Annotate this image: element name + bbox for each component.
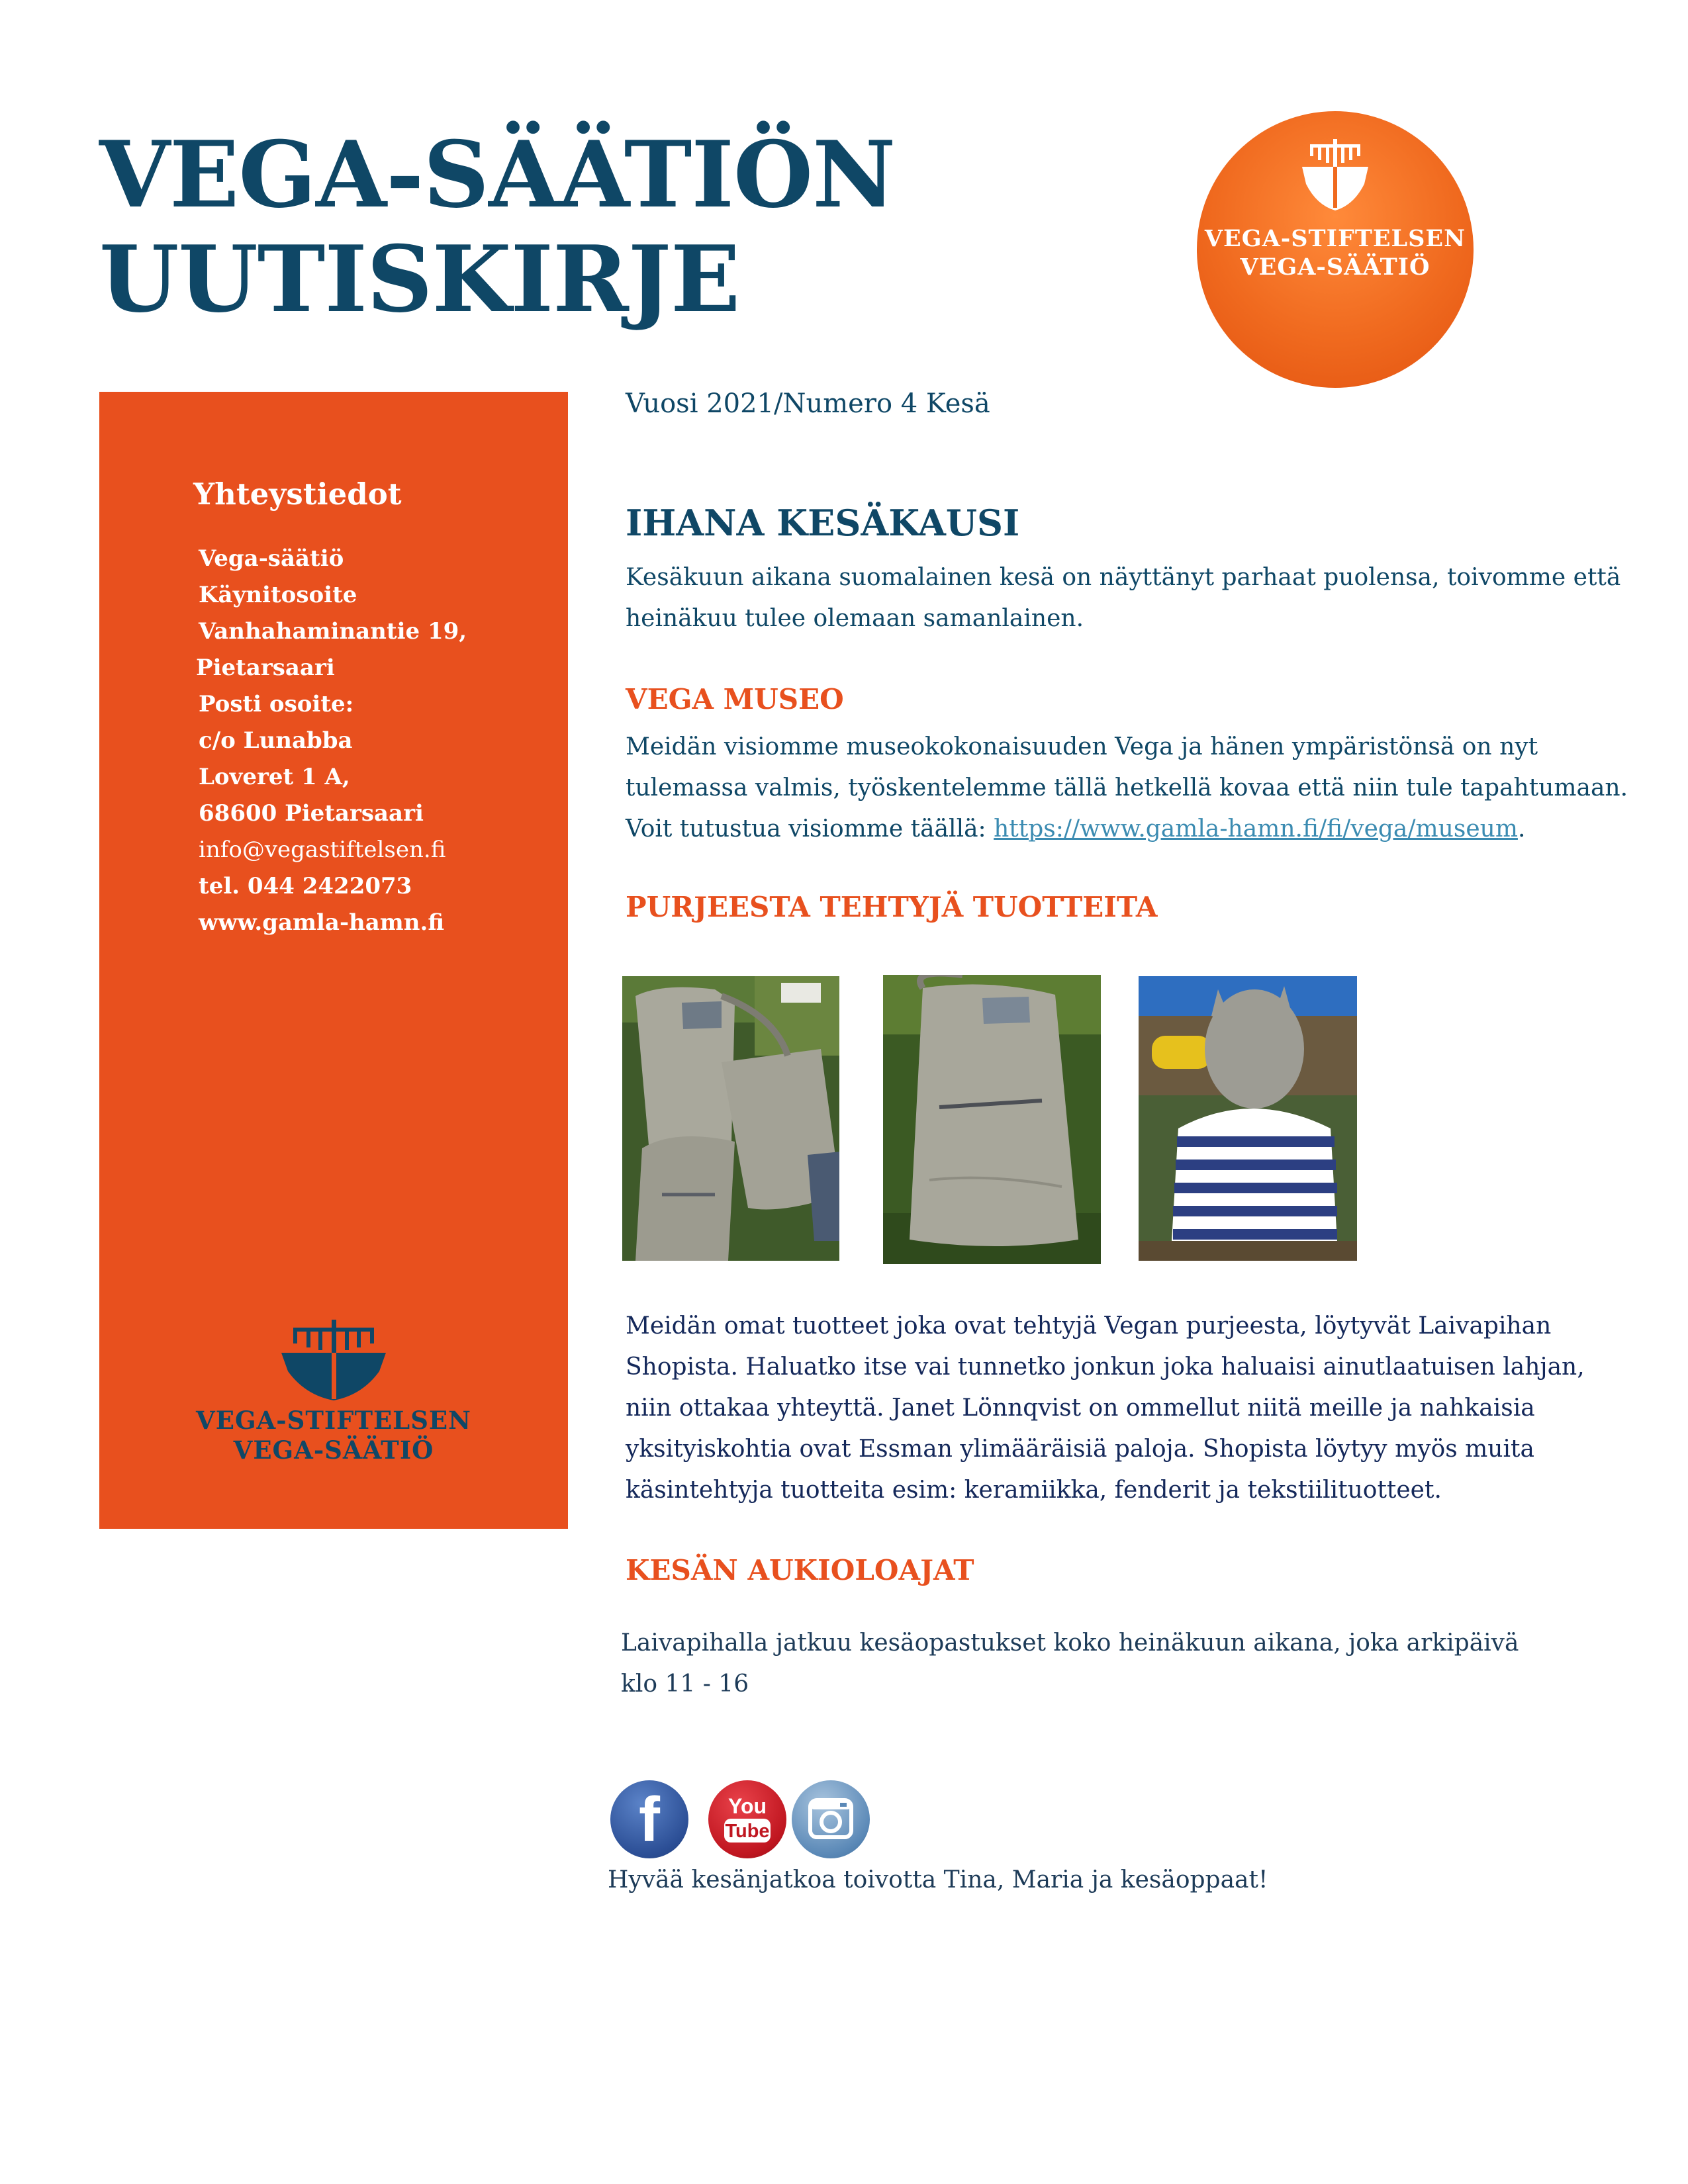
products-line-1: Meidän omat tuotteet joka ovat tehtyjä Vegan purjeesta, löytyvät Laivapihan (626, 1312, 1552, 1340)
sidebar-logo-text-swedish: VEGA-STIFTELSEN (196, 1406, 471, 1435)
logo-text-finnish: VEGA-SÄÄTIÖ (1240, 253, 1430, 281)
product-photo-toy (1139, 976, 1357, 1261)
section-heading-museum: VEGA MUSEO (626, 683, 844, 715)
youtube-text-bottom: Tube (725, 1821, 770, 1842)
youtube-icon[interactable] (708, 1780, 786, 1858)
summer-line-1: Kesäkuun aikana suomalainen kesä on näyttänyt parhaat puolensa, toivomme että (626, 564, 1621, 591)
youtube-text-top: You (727, 1794, 767, 1818)
sidebar-logo-text-finnish: VEGA-SÄÄTIÖ (233, 1435, 434, 1465)
contact-visit-street: Vanhahaminantie 19, (199, 618, 467, 645)
title-line-1: VEGA-SÄÄTIÖN (99, 120, 896, 228)
contact-details (196, 541, 556, 941)
museum-paragraph (626, 727, 1628, 850)
facebook-glyph: f (639, 1784, 660, 1855)
contact-email[interactable]: info@vegastiftelsen.fi (199, 837, 446, 863)
newsletter-title (99, 122, 895, 332)
contact-organization: Vega-säätiö (199, 545, 344, 572)
contact-sidebar (99, 392, 568, 1529)
section-heading-products: PURJEESTA TEHTYJÄ TUOTTEITA (626, 891, 1158, 923)
instagram-icon[interactable] (792, 1780, 870, 1858)
vega-logo-circle (1197, 111, 1474, 388)
museum-line-3 (626, 809, 1599, 850)
contact-website[interactable]: www.gamla-hamn.fi (199, 909, 445, 936)
product-photo-backpack (883, 975, 1101, 1264)
products-line-4: yksityiskohtia ovat Essman ylimääräisiä paloja. Shopista löytyy myös muita (626, 1435, 1534, 1463)
museum-line-1: Meidän visiomme museokokonaisuuden Vega ja hänen ympäristönsä on nyt (626, 733, 1538, 760)
hours-line-2: klo 11 - 16 (621, 1670, 749, 1698)
farewell-text: Hyvää kesänjatkoa toivotta Tina, Maria ja kesäoppaat! (608, 1866, 1268, 1893)
products-paragraph (626, 1306, 1599, 1511)
products-line-2: Shopista. Haluatko itse vai tunnetko jonkun joka haluaisi ainutlaatuisen lahjan, (626, 1353, 1585, 1381)
issue-info: Vuosi 2021/Numero 4 Kesä (626, 388, 990, 419)
products-line-5: käsintehtyja tuotteita esim: keramiikka, fenderit ja tekstiilituotteet. (626, 1477, 1442, 1504)
contact-postal-co: c/o Lunabba (199, 727, 353, 754)
hours-line-1: Laivapihalla jatkuu kesäopastukset koko heinäkuun aikana, joka arkipäivä (621, 1629, 1519, 1657)
summer-line-2: heinäkuu tulee olemaan samanlainen. (626, 605, 1084, 632)
museum-line-2: tulemassa valmis, työskentelemme tällä hetkellä kovaa että niin tule tapahtumaan. (626, 774, 1628, 801)
sidebar-heading: Yhteystiedot (193, 477, 402, 512)
products-line-3: niin ottakaa yhteyttä. Janet Lönnqvist on ommellut niitä meille ja nahkaisia (626, 1394, 1535, 1422)
section-heading-summer: IHANA KESÄKAUSI (626, 502, 1020, 544)
museum-link[interactable]: https://www.gamla-hamn.fi/fi/vega/museum (994, 815, 1518, 842)
section-heading-hours: KESÄN AUKIOLOAJAT (626, 1554, 974, 1586)
contact-visit-city: Pietarsaari (196, 655, 335, 681)
summer-paragraph (626, 557, 1621, 639)
facebook-icon[interactable] (610, 1780, 688, 1858)
ship-icon (1301, 136, 1370, 214)
hours-paragraph (621, 1623, 1594, 1705)
museum-link-prefix: Voit tutustua visiomme täällä: (626, 815, 994, 842)
museum-link-suffix: . (1517, 815, 1526, 842)
contact-postal-city: 68600 Pietarsaari (199, 800, 424, 827)
product-photo-bags (622, 976, 839, 1261)
ship-icon (280, 1320, 387, 1402)
contact-postal-label: Posti osoite: (199, 691, 354, 717)
title-line-2: UUTISKIRJE (99, 225, 740, 333)
contact-postal-street: Loveret 1 A, (199, 764, 350, 790)
contact-visit-label: Käynitosoite (199, 582, 357, 608)
contact-phone: tel. 044 2422073 (199, 873, 412, 899)
logo-text-swedish: VEGA-STIFTELSEN (1204, 225, 1466, 252)
